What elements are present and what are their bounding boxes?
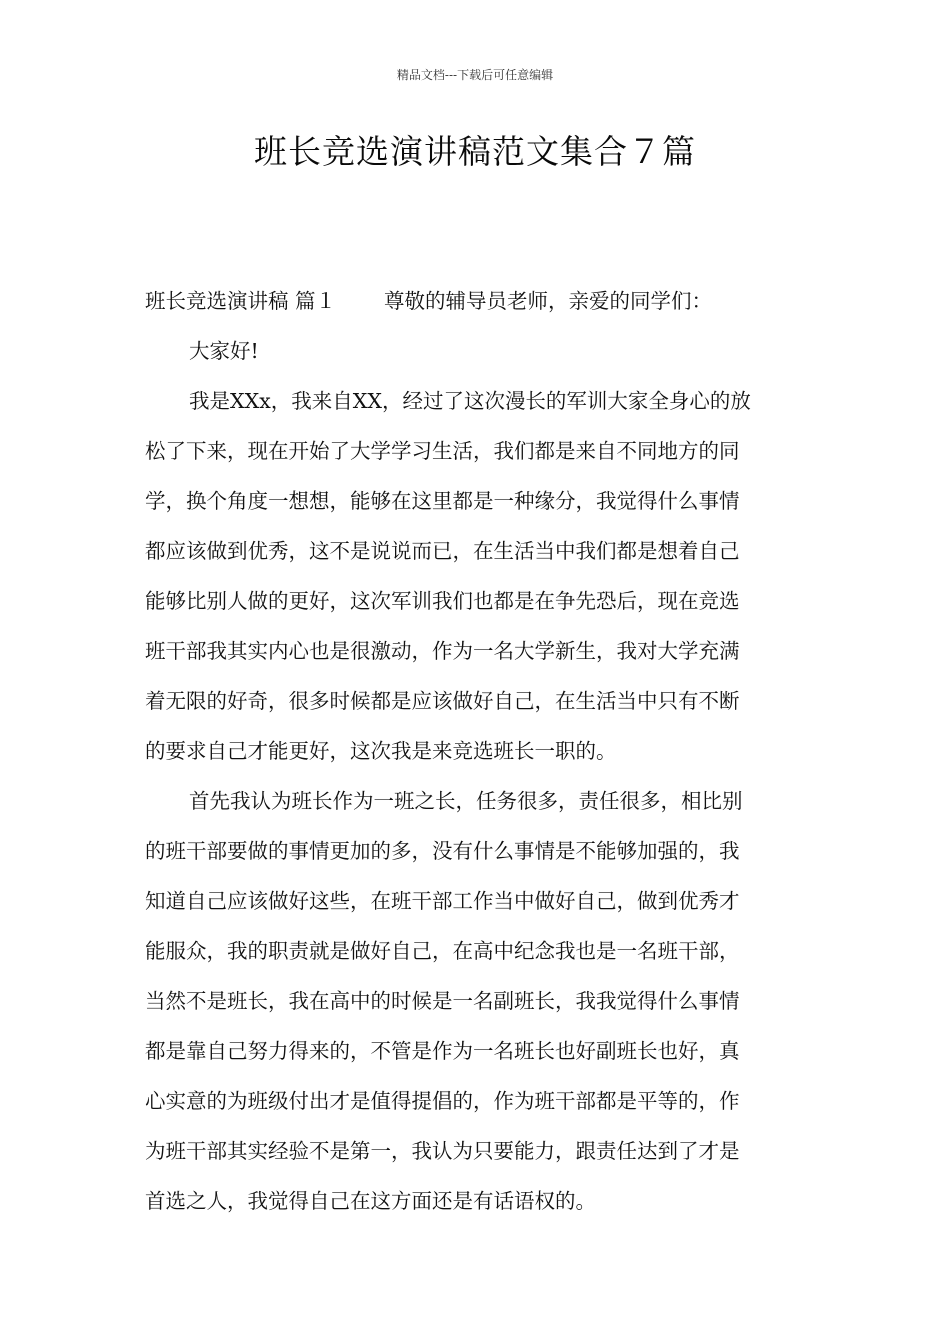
paragraph-line: 能够比别人做的更好，这次军训我们也都是在争先恐后，现在竞选 bbox=[145, 589, 740, 613]
paragraph-line: 松了下来，现在开始了大学学习生活，我们都是来自不同地方的同 bbox=[145, 439, 740, 463]
paragraph-line: 首先我认为班长作为一班之长，任务很多，责任很多，相比别 bbox=[189, 789, 743, 813]
body-text bbox=[145, 276, 807, 1226]
header-note: 精品文档---下载后可任意编辑 bbox=[396, 68, 554, 82]
paragraph-line: 的班干部要做的事情更加的多，没有什么事情是不能够加强的，我 bbox=[145, 839, 740, 863]
paragraph-1 bbox=[145, 376, 807, 776]
paragraph-line: 能服众，我的职责就是做好自己，在高中纪念我也是一名班干部， bbox=[145, 939, 740, 963]
paragraph-line: 为班干部其实经验不是第一，我认为只要能力，跟责任达到了才是 bbox=[145, 1139, 740, 1163]
paragraph-line: 班干部我其实内心也是很激动，作为一名大学新生，我对大学充满 bbox=[145, 639, 740, 663]
salutation: 尊敬的辅导员老师，亲爱的同学们： bbox=[384, 289, 713, 313]
paragraph-line: 知道自己应该做好这些，在班干部工作当中做好自己，做到优秀才 bbox=[145, 889, 740, 913]
section-heading-line bbox=[145, 276, 807, 326]
section-heading: 班长竞选演讲稿 篇１ bbox=[145, 289, 337, 313]
paragraph-line: 的要求自己才能更好，这次我是来竞选班长一职的。 bbox=[145, 739, 617, 763]
paragraph-line: 当然不是班长，我在高中的时候是一名副班长，我我觉得什么事情 bbox=[145, 989, 740, 1013]
greeting: 大家好! bbox=[189, 339, 259, 363]
paragraph-line: 学，换个角度一想想，能够在这里都是一种缘分，我觉得什么事情 bbox=[145, 489, 740, 513]
document-title: 班长竞选演讲稿范文集合７篇 bbox=[254, 132, 696, 171]
paragraph-line: 都是靠自己努力得来的，不管是作为一名班长也好副班长也好，真 bbox=[145, 1039, 740, 1063]
paragraph-line: 都应该做到优秀，这不是说说而已，在生活当中我们都是想着自己 bbox=[145, 539, 740, 563]
paragraph-line: 我是XXx，我来自XX，经过了这次漫长的军训大家全身心的放 bbox=[189, 389, 751, 413]
paragraph-2 bbox=[145, 776, 807, 1226]
paragraph-line: 心实意的为班级付出才是值得提倡的，作为班干部都是平等的，作 bbox=[145, 1089, 740, 1113]
paragraph-line: 着无限的好奇，很多时候都是应该做好自己，在生活当中只有不断 bbox=[145, 689, 740, 713]
paragraph-line: 首选之人，我觉得自己在这方面还是有话语权的。 bbox=[145, 1189, 596, 1213]
